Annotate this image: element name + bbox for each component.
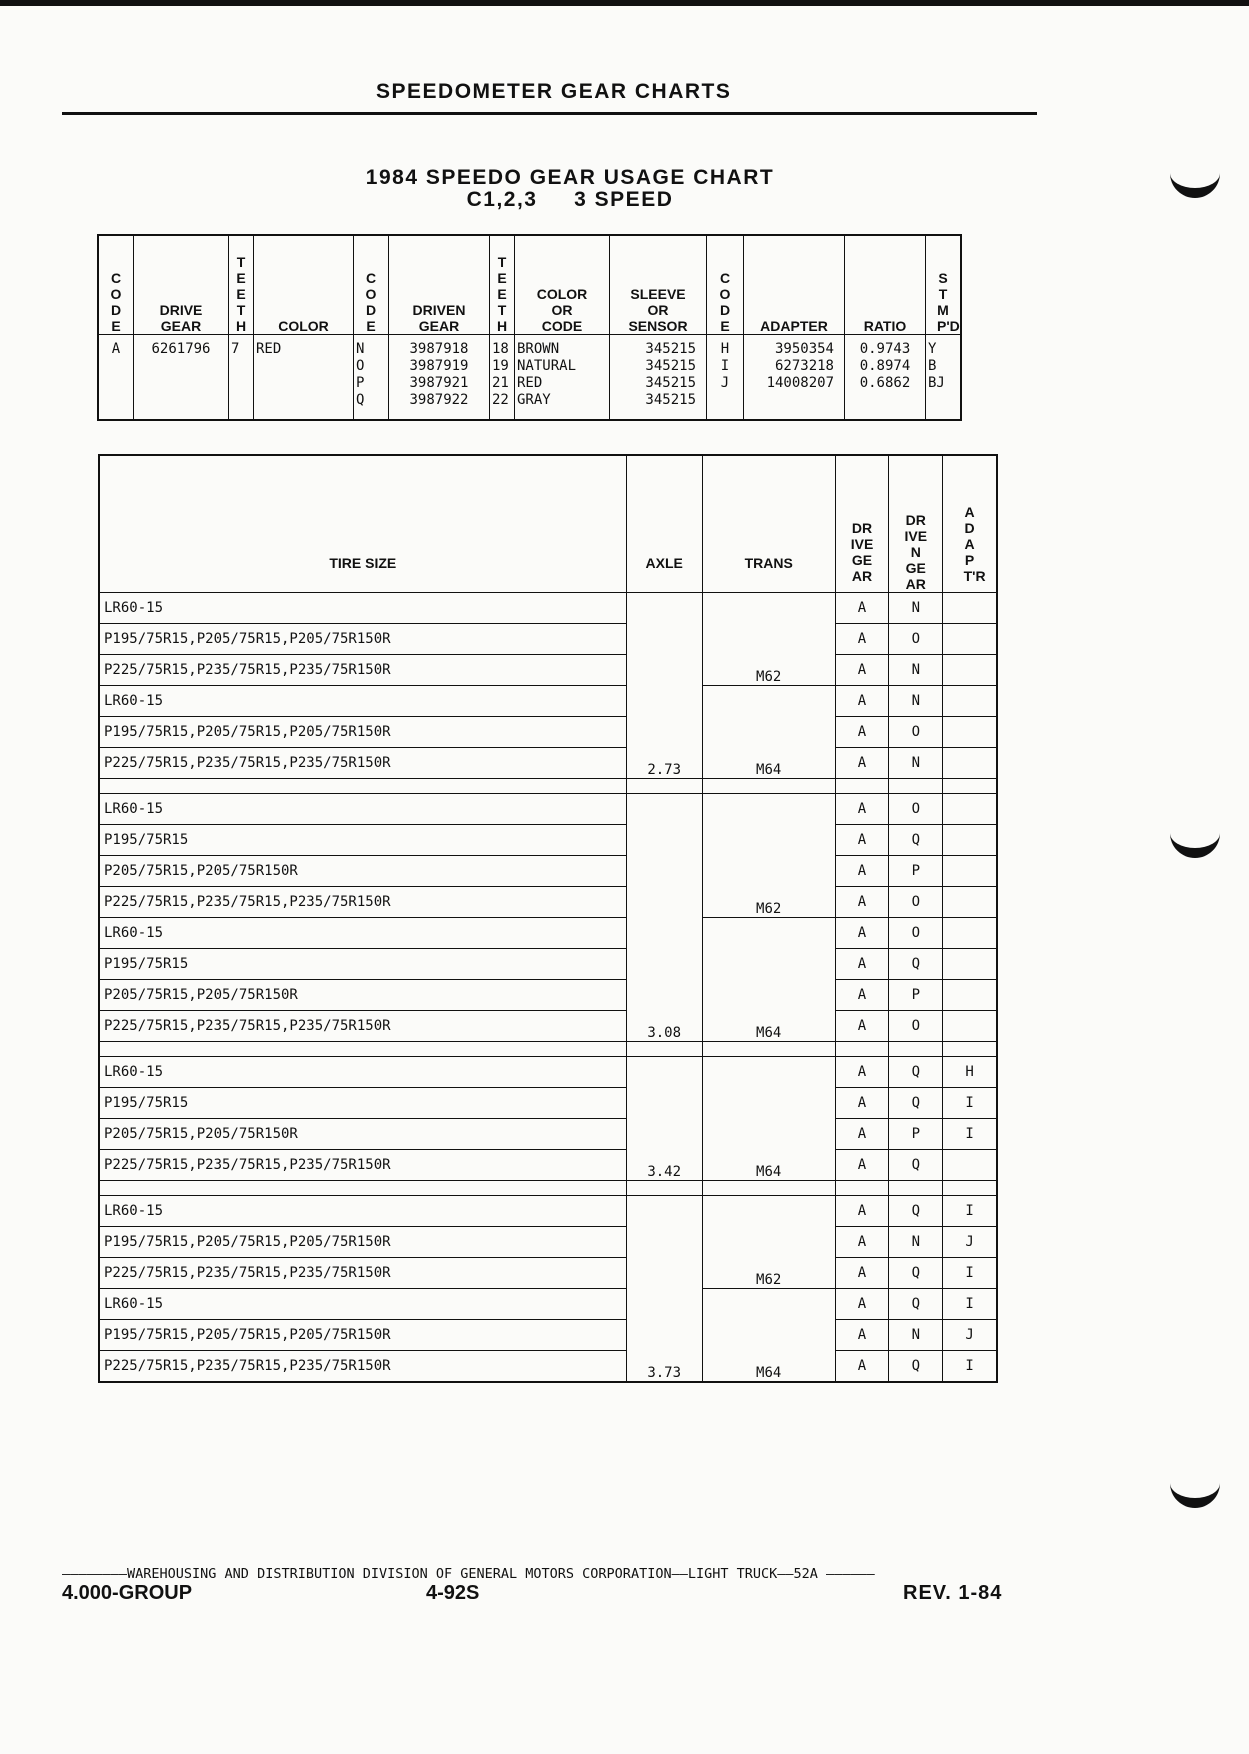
cell-axle (626, 794, 702, 825)
cell-axle (626, 655, 702, 686)
separator-cell (99, 779, 626, 794)
cell-trans: M62 (702, 1258, 835, 1289)
cell-drive-gear: A (835, 624, 889, 655)
cell-drive-gear: A (835, 1289, 889, 1320)
cell-driven-gear: O (889, 717, 943, 748)
col-teeth-2: TEETH (496, 254, 508, 334)
cell-stmpd: Y B BJ (926, 335, 962, 421)
cell-tire-size: P205/75R15,P205/75R150R (99, 980, 626, 1011)
gear-usage-table (98, 454, 998, 1383)
chart-title: 1984 SPEEDO GEAR USAGE CHART (365, 166, 775, 189)
cell-teeth: 7 (229, 335, 254, 421)
cell-axle (626, 624, 702, 655)
separator-cell (626, 779, 702, 794)
separator-cell (626, 1042, 702, 1057)
cell-axle: 2.73 (626, 748, 702, 779)
cell-tire-size: LR60-15 (99, 593, 626, 624)
cell-adapter: I (943, 1258, 997, 1289)
col-ratio: RATIO (845, 235, 926, 335)
cell-adapters: 3950354 6273218 14008207 (744, 335, 845, 421)
cell-drive-gear: A (835, 1351, 889, 1383)
cell-trans (702, 856, 835, 887)
cell-axle (626, 1196, 702, 1227)
binder-punch-hole (1170, 820, 1220, 858)
binder-punch-hole (1170, 160, 1220, 198)
top-edge-bar (0, 0, 1249, 6)
col-color-or-code: COLOR OR CODE (536, 286, 588, 334)
cell-adapter (943, 1150, 997, 1181)
cell-adapter (943, 1011, 997, 1042)
cell-axle (626, 1119, 702, 1150)
cell-driven-gear: O (889, 887, 943, 918)
cell-adapter: I (943, 1119, 997, 1150)
col-tire-size: TIRE SIZE (99, 455, 626, 593)
cell-trans: M64 (702, 1351, 835, 1383)
cell-colors-2: BROWN NATURAL RED GRAY (515, 335, 610, 421)
cell-code: A (98, 335, 134, 421)
gear-spec-header-row (98, 235, 961, 335)
cell-tire-size: P195/75R15,P205/75R15,P205/75R150R (99, 717, 626, 748)
cell-drive-gear: A (835, 748, 889, 779)
cell-axle (626, 1258, 702, 1289)
cell-tire-size: LR60-15 (99, 1196, 626, 1227)
cell-axle (626, 856, 702, 887)
cell-adapter: I (943, 1289, 997, 1320)
cell-tire-size: P225/75R15,P235/75R15,P235/75R150R (99, 1150, 626, 1181)
cell-driven-gear: Q (889, 1057, 943, 1088)
cell-driven-gear: Q (889, 1150, 943, 1181)
cell-axle (626, 717, 702, 748)
separator-cell (889, 1181, 943, 1196)
separator-cell (835, 779, 889, 794)
cell-adapter (943, 655, 997, 686)
cell-tire-size: P205/75R15,P205/75R150R (99, 856, 626, 887)
cell-adapter (943, 686, 997, 717)
table-row (99, 1258, 997, 1289)
cell-color: RED (254, 335, 354, 421)
cell-trans (702, 1196, 835, 1227)
cell-tire-size: P225/75R15,P235/75R15,P235/75R150R (99, 1351, 626, 1383)
cell-driven-gear: O (889, 1011, 943, 1042)
col-stmpd: STMP'D (937, 270, 960, 334)
page-header-title: SPEEDOMETER GEAR CHARTS (376, 80, 732, 103)
separator-cell (943, 1181, 997, 1196)
cell-tire-size: P225/75R15,P235/75R15,P235/75R150R (99, 1011, 626, 1042)
cell-axle: 3.42 (626, 1150, 702, 1181)
col-adapter: ADAPTER (744, 235, 845, 335)
table-row (99, 655, 997, 686)
table-row (99, 1196, 997, 1227)
separator-cell (99, 1181, 626, 1196)
cell-tire-size: P195/75R15 (99, 825, 626, 856)
cell-driven-gear: N (889, 593, 943, 624)
col-teeth: TEETH (235, 254, 247, 334)
footer-division-line: ————————WAREHOUSING AND DISTRIBUTION DIVISION OF GENERAL MOTORS CORPORATION——LIGHT TRUCK——52A —————— (62, 1566, 875, 1582)
cell-adapter: I (943, 1196, 997, 1227)
cell-trans: M64 (702, 1011, 835, 1042)
group-separator (99, 1181, 997, 1196)
cell-tire-size: P205/75R15,P205/75R150R (99, 1119, 626, 1150)
table-row (99, 825, 997, 856)
cell-adapter (943, 748, 997, 779)
table-row (99, 1227, 997, 1258)
separator-cell (99, 1042, 626, 1057)
cell-drive-gear: 6261796 (134, 335, 229, 421)
cell-adapter: H (943, 1057, 997, 1088)
cell-adapter (943, 825, 997, 856)
cell-codes-3: H I J (707, 335, 744, 421)
chart-subtitle: C1,2,3 3 SPEED (466, 188, 674, 211)
separator-cell (835, 1181, 889, 1196)
cell-driven-gear: O (889, 794, 943, 825)
cell-driven-gear: Q (889, 1258, 943, 1289)
cell-drive-gear: A (835, 1258, 889, 1289)
col-driven-gear-usage: DRIVEN GEAR (904, 512, 928, 592)
col-drive-gear-usage: DRIVE GEAR (850, 520, 874, 584)
cell-tire-size: P195/75R15,P205/75R15,P205/75R150R (99, 1320, 626, 1351)
cell-drive-gear: A (835, 1011, 889, 1042)
cell-drive-gear: A (835, 794, 889, 825)
cell-adapter (943, 794, 997, 825)
cell-driven-gear: Q (889, 1088, 943, 1119)
gear-spec-row (98, 335, 961, 421)
cell-drive-gear: A (835, 1057, 889, 1088)
cell-axle: 3.73 (626, 1351, 702, 1383)
col-driven-gear: DRIVEN GEAR (412, 302, 466, 334)
table-row (99, 918, 997, 949)
cell-driven-gear: N (889, 1320, 943, 1351)
cell-drive-gear: A (835, 887, 889, 918)
cell-driven-gear: N (889, 655, 943, 686)
table-row (99, 748, 997, 779)
cell-teeth-2: 18 19 21 22 (490, 335, 515, 421)
cell-adapter: I (943, 1351, 997, 1383)
cell-driven-gear: Q (889, 949, 943, 980)
cell-tire-size: LR60-15 (99, 1289, 626, 1320)
cell-tire-size: P225/75R15,P235/75R15,P235/75R150R (99, 1258, 626, 1289)
cell-trans (702, 980, 835, 1011)
usage-header-row (99, 455, 997, 593)
separator-cell (702, 779, 835, 794)
cell-codes-2: N O P Q (354, 335, 389, 421)
table-row (99, 794, 997, 825)
cell-tire-size: P195/75R15,P205/75R15,P205/75R150R (99, 624, 626, 655)
cell-driven-gear: N (889, 686, 943, 717)
table-row (99, 1011, 997, 1042)
cell-driven-gear: Q (889, 1196, 943, 1227)
cell-trans: M64 (702, 748, 835, 779)
cell-drive-gear: A (835, 1196, 889, 1227)
cell-adapter (943, 918, 997, 949)
table-row (99, 887, 997, 918)
cell-tire-size: LR60-15 (99, 794, 626, 825)
col-drive-gear: DRIVE GEAR (159, 302, 203, 334)
cell-trans (702, 1057, 835, 1088)
table-row (99, 624, 997, 655)
separator-cell (889, 779, 943, 794)
table-row (99, 1289, 997, 1320)
table-row (99, 856, 997, 887)
table-row (99, 1057, 997, 1088)
cell-tire-size: P195/75R15,P205/75R15,P205/75R150R (99, 1227, 626, 1258)
cell-drive-gear: A (835, 980, 889, 1011)
cell-adapter (943, 856, 997, 887)
cell-axle (626, 825, 702, 856)
separator-cell (943, 1042, 997, 1057)
group-separator (99, 779, 997, 794)
cell-drive-gear: A (835, 856, 889, 887)
cell-drive-gear: A (835, 1320, 889, 1351)
cell-driven-gear: Q (889, 825, 943, 856)
cell-adapter (943, 887, 997, 918)
cell-drive-gear: A (835, 949, 889, 980)
cell-tire-size: P195/75R15 (99, 1088, 626, 1119)
footer-revision: REV. 1-84 (903, 1582, 1003, 1604)
separator-cell (702, 1042, 835, 1057)
cell-ratios: 0.9743 0.8974 0.6862 (845, 335, 926, 421)
cell-driven-gear: P (889, 980, 943, 1011)
col-code: CODE (110, 270, 122, 334)
cell-axle (626, 949, 702, 980)
separator-cell (835, 1042, 889, 1057)
group-separator (99, 1042, 997, 1057)
cell-drive-gear: A (835, 918, 889, 949)
cell-driven-gear: P (889, 1119, 943, 1150)
table-row (99, 1320, 997, 1351)
cell-driven-gear: Q (889, 1289, 943, 1320)
binder-punch-hole (1170, 1470, 1220, 1508)
cell-tire-size: P225/75R15,P235/75R15,P235/75R150R (99, 748, 626, 779)
cell-trans (702, 593, 835, 624)
col-code-3: CODE (719, 270, 731, 334)
table-row (99, 1150, 997, 1181)
cell-driven-gear: N (889, 748, 943, 779)
cell-drive-gear: A (835, 686, 889, 717)
cell-trans (702, 1289, 835, 1320)
cell-adapter: J (943, 1320, 997, 1351)
cell-axle (626, 686, 702, 717)
cell-trans (702, 918, 835, 949)
cell-axle (626, 980, 702, 1011)
cell-drive-gear: A (835, 717, 889, 748)
cell-adapter: I (943, 1088, 997, 1119)
col-axle: AXLE (626, 455, 702, 593)
cell-tire-size: P225/75R15,P235/75R15,P235/75R150R (99, 655, 626, 686)
cell-drive-gear: A (835, 825, 889, 856)
cell-trans: M64 (702, 1150, 835, 1181)
cell-axle: 3.08 (626, 1011, 702, 1042)
cell-drive-gear: A (835, 593, 889, 624)
cell-axle (626, 1227, 702, 1258)
cell-trans (702, 686, 835, 717)
col-color: COLOR (254, 235, 354, 335)
table-row (99, 980, 997, 1011)
table-row (99, 717, 997, 748)
cell-axle (626, 1088, 702, 1119)
cell-trans (702, 1320, 835, 1351)
cell-adapter (943, 717, 997, 748)
cell-adapter (943, 980, 997, 1011)
cell-trans: M62 (702, 887, 835, 918)
footer-page-number: 4-92S (426, 1582, 480, 1604)
cell-trans (702, 717, 835, 748)
cell-driven-gear: Q (889, 1351, 943, 1383)
cell-adapter (943, 593, 997, 624)
cell-drive-gear: A (835, 1150, 889, 1181)
header-rule (62, 112, 1037, 115)
separator-cell (889, 1042, 943, 1057)
separator-cell (702, 1181, 835, 1196)
table-row (99, 686, 997, 717)
cell-axle (626, 1320, 702, 1351)
cell-trans (702, 1227, 835, 1258)
gear-spec-table (97, 234, 962, 421)
cell-tire-size: LR60-15 (99, 1057, 626, 1088)
separator-cell (943, 779, 997, 794)
cell-driven-gear: O (889, 918, 943, 949)
cell-driven-gears: 3987918 3987919 3987921 3987922 (389, 335, 490, 421)
cell-trans (702, 1088, 835, 1119)
cell-sleeves: 345215 345215 345215 345215 (610, 335, 707, 421)
col-trans: TRANS (702, 455, 835, 593)
cell-tire-size: P225/75R15,P235/75R15,P235/75R150R (99, 887, 626, 918)
col-adapter-usage: ADAPT'R (963, 504, 986, 584)
cell-trans (702, 794, 835, 825)
cell-axle (626, 887, 702, 918)
cell-drive-gear: A (835, 1227, 889, 1258)
table-row (99, 1119, 997, 1150)
cell-driven-gear: P (889, 856, 943, 887)
cell-adapter (943, 624, 997, 655)
cell-trans (702, 949, 835, 980)
table-row (99, 949, 997, 980)
table-row (99, 1088, 997, 1119)
cell-adapter: J (943, 1227, 997, 1258)
cell-drive-gear: A (835, 655, 889, 686)
separator-cell (626, 1181, 702, 1196)
cell-trans: M62 (702, 655, 835, 686)
cell-axle (626, 1057, 702, 1088)
cell-trans (702, 1119, 835, 1150)
cell-axle (626, 1289, 702, 1320)
cell-adapter (943, 949, 997, 980)
cell-drive-gear: A (835, 1088, 889, 1119)
cell-trans (702, 825, 835, 856)
cell-driven-gear: N (889, 1227, 943, 1258)
cell-tire-size: LR60-15 (99, 686, 626, 717)
col-code-2: CODE (365, 270, 377, 334)
table-row (99, 593, 997, 624)
cell-tire-size: P195/75R15 (99, 949, 626, 980)
col-sleeve: SLEEVE OR SENSOR (628, 286, 688, 334)
cell-axle (626, 593, 702, 624)
cell-driven-gear: O (889, 624, 943, 655)
footer-group: 4.000-GROUP (62, 1582, 193, 1604)
cell-trans (702, 624, 835, 655)
cell-tire-size: LR60-15 (99, 918, 626, 949)
cell-drive-gear: A (835, 1119, 889, 1150)
cell-axle (626, 918, 702, 949)
table-row (99, 1351, 997, 1383)
